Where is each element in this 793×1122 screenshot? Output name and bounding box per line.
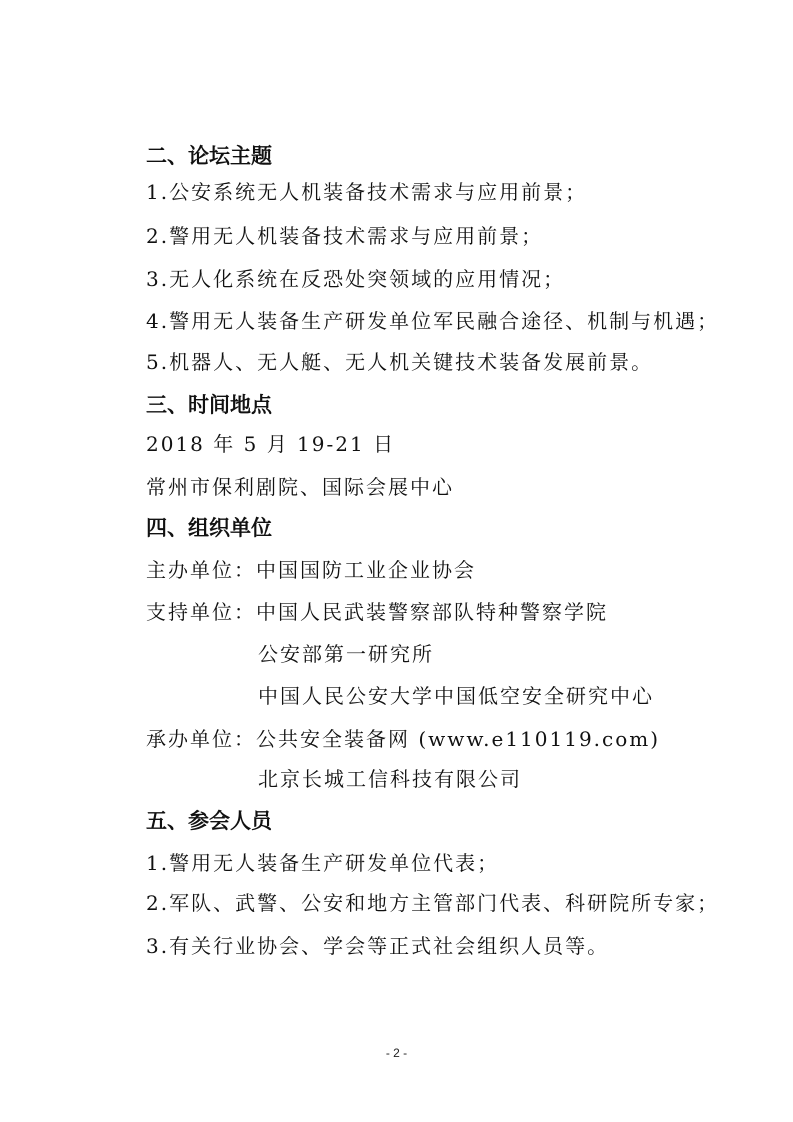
attendee-item-3: 3.有关行业协会、学会等正式社会组织人员等。 [146,934,610,958]
organizer-unit-1: 承办单位：公共安全装备网 (www.e110119.com) [146,727,661,751]
support-unit-2: 公安部第一研究所 [258,642,434,666]
organizer-unit-2: 北京长城工信科技有限公司 [258,767,522,791]
section-heading-organizers: 四、组织单位 [146,516,272,540]
section-heading-time-place: 三、时间地点 [146,393,272,417]
support-unit-1: 支持单位：中国人民武装警察部队特种警察学院 [146,600,608,624]
topic-item-4: 4.警用无人装备生产研发单位军民融合途径、机制与机遇； [146,309,720,333]
support-unit-3: 中国人民公安大学中国低空安全研究中心 [258,684,654,708]
page-number: - 2 - [385,1046,408,1060]
attendee-item-1: 1.警用无人装备生产研发单位代表； [146,851,500,875]
section-heading-forum-topics: 二、论坛主题 [146,144,272,168]
attendee-item-2: 2.军队、武警、公安和地方主管部门代表、科研院所专家； [146,891,720,915]
topic-item-1: 1.公安系统无人机装备技术需求与应用前景； [146,180,588,204]
topic-item-5: 5.机器人、无人艇、无人机关键技术装备发展前景。 [146,350,654,374]
topic-item-2: 2.警用无人机装备技术需求与应用前景； [146,224,544,248]
event-date: 2018 年 5 月 19-21 日 [146,432,396,456]
topic-item-3: 3.无人化系统在反恐处突领域的应用情况； [146,267,566,291]
host-unit: 主办单位：中国国防工业企业协会 [146,558,476,582]
event-venue: 常州市保利剧院、国际会展中心 [146,475,454,499]
section-heading-attendees: 五、参会人员 [146,809,272,833]
